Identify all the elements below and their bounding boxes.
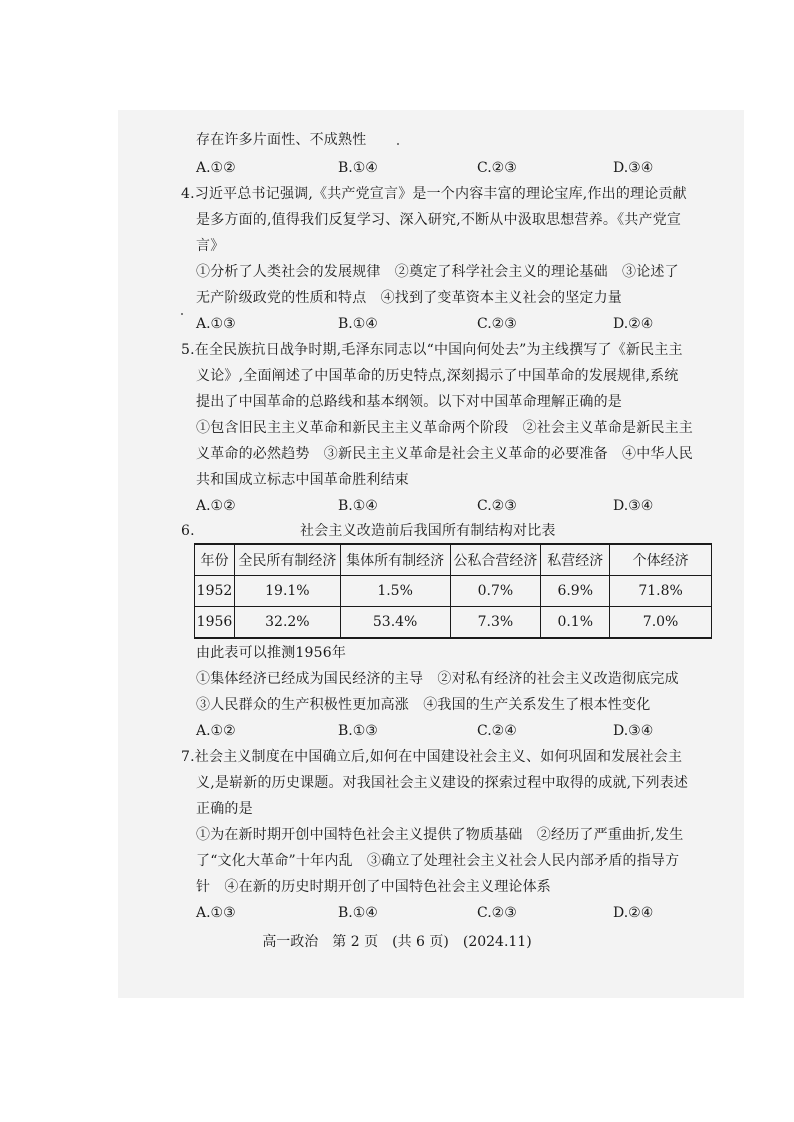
q7-statement-line-3: 针 ④在新的历史时期开创了中国特色社会主义理论体系	[196, 879, 551, 895]
q6-option-c: C.②④	[477, 723, 517, 739]
q5-statement-line-2: 义革命的必然趋势 ③新民主主义革命是社会主义革命的必要准备 ④中华人民	[196, 446, 693, 462]
q7-option-b: B.①④	[338, 905, 378, 921]
table-cell-year: 1956	[195, 607, 235, 639]
table-cell: 32.2%	[234, 607, 340, 639]
ownership-structure-table	[194, 543, 712, 639]
q3-option-c: C.②③	[477, 160, 517, 176]
table-cell: 6.9%	[541, 576, 610, 607]
table-cell: 71.8%	[610, 576, 712, 607]
q5-stem-line-1: 5.在全民族抗日战争时期,毛泽东同志以“中国向何处去”为主线撰写了《新民主主	[181, 342, 683, 358]
table-header-cell: 年份	[195, 544, 235, 576]
table-cell: 19.1%	[234, 576, 340, 607]
q7-option-c: C.②③	[477, 905, 517, 921]
table-cell: 7.0%	[610, 607, 712, 639]
table-header-row	[195, 544, 712, 576]
q3-option-a: A.①②	[196, 160, 236, 176]
table-header-cell: 全民所有制经济	[234, 544, 340, 576]
q5-option-a: A.①②	[196, 498, 236, 514]
q3-option-b: B.①④	[338, 160, 378, 176]
q6-table-title: 社会主义改造前后我国所有制结构对比表	[300, 523, 556, 539]
q3-option-d: D.③④	[613, 160, 654, 176]
table-cell-year: 1952	[195, 576, 235, 607]
q3-tail-line: 存在许多片面性、不成熟性	[196, 132, 367, 148]
q4-stem-line-2: 是多方面的,值得我们反复学习、深入研究,不断从中汲取思想营养。《共产党宣	[196, 212, 682, 228]
table-cell: 53.4%	[340, 607, 450, 639]
table-cell: 0.1%	[541, 607, 610, 639]
scan-speck	[181, 313, 183, 315]
q4-stem-line-3: 言》	[196, 238, 225, 254]
table-cell: 7.3%	[450, 607, 541, 639]
q5-statement-line-1: ①包含旧民主主义革命和新民主主义革命两个阶段 ②社会主义革命是新民主主	[196, 420, 693, 436]
q7-stem-line-2: 义,是崭新的历史课题。对我国社会主义建设的探索过程中取得的成就,下列表述	[196, 775, 689, 791]
q5-option-c: C.②③	[477, 498, 517, 514]
q4-option-b: B.①④	[338, 316, 378, 332]
q5-stem-line-2: 义论》,全面阐述了中国革命的历史特点,深刻揭示了中国革命的发展规律,系统	[196, 368, 679, 384]
table-header-cell: 公私合营经济	[450, 544, 541, 576]
q6-option-b: B.①③	[338, 723, 378, 739]
q4-option-d: D.②④	[613, 316, 654, 332]
q6-statement-line-1: ①集体经济已经成为国民经济的主导 ②对私有经济的社会主义改造彻底完成	[196, 671, 679, 687]
q4-option-a: A.①③	[196, 316, 236, 332]
q6-number: 6.	[181, 523, 195, 539]
table-cell: 0.7%	[450, 576, 541, 607]
q6-option-a: A.①②	[196, 723, 236, 739]
q4-statement-line-2: 无产阶级政党的性质和特点 ④找到了变革资本主义社会的坚定力量	[196, 290, 622, 306]
q5-option-b: B.①④	[338, 498, 378, 514]
q5-stem-line-3: 提出了中国革命的总路线和基本纲领。以下对中国革命理解正确的是	[196, 394, 622, 410]
table-cell: 1.5%	[340, 576, 450, 607]
q7-option-a: A.①③	[196, 905, 236, 921]
table-row	[195, 607, 712, 639]
table-header-cell: 集体所有制经济	[340, 544, 450, 576]
q6-statement-line-2: ③人民群众的生产积极性更加高涨 ④我国的生产关系发生了根本性变化	[196, 697, 651, 713]
q4-statement-line-1: ①分析了人类社会的发展规律 ②奠定了科学社会主义的理论基础 ③论述了	[196, 264, 679, 280]
table-header-cell: 个体经济	[610, 544, 712, 576]
q7-statement-line-2: 了“文化大革命”十年内乱 ③确立了处理社会主义社会人民内部矛盾的指导方	[196, 853, 680, 869]
q4-stem-line-1: 4.习近平总书记强调,《共产党宣言》是一个内容丰富的理论宝库,作出的理论贡献	[181, 186, 687, 202]
q7-stem-line-1: 7.社会主义制度在中国确立后,如何在中国建设社会主义、如何巩固和发展社会主	[181, 749, 683, 765]
q7-statement-line-1: ①为在新时期开创中国特色社会主义提供了物质基础 ②经历了严重曲折,发生	[196, 827, 684, 843]
table-row	[195, 576, 712, 607]
q6-option-d: D.③④	[613, 723, 654, 739]
q7-stem-line-3: 正确的是	[196, 801, 253, 817]
table-header-cell: 私营经济	[541, 544, 610, 576]
scan-speck	[397, 143, 399, 145]
q4-option-c: C.②③	[477, 316, 517, 332]
q5-option-d: D.③④	[613, 498, 654, 514]
q5-statement-line-3: 共和国成立标志中国革命胜利结束	[196, 472, 409, 488]
q7-option-d: D.②④	[613, 905, 654, 921]
q6-stem-line: 由此表可以推测1956年	[196, 645, 347, 661]
page-footer: 高一政治 第 2 页 (共 6 页) (2024.11)	[262, 934, 532, 950]
